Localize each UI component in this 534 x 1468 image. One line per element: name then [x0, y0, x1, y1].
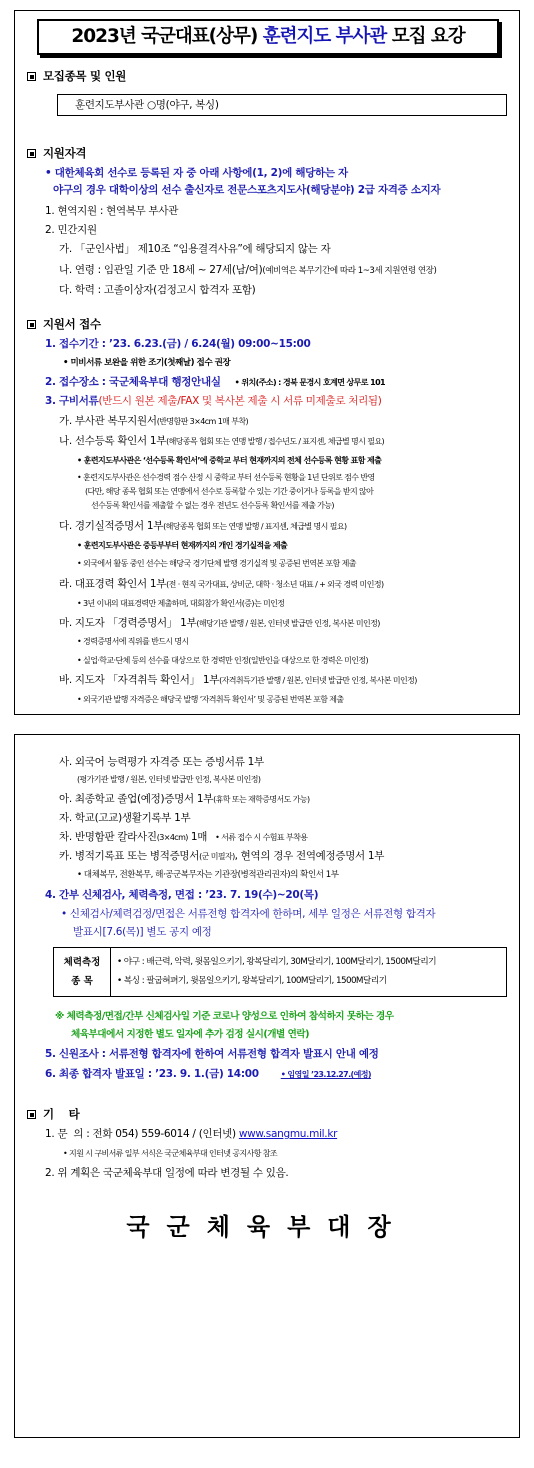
fitness-table-header: 체력측정 종 목	[54, 948, 111, 997]
qualification-ga: 가. 「군인사법」 제10조 “임용결격사유”에 해당되지 않는 자	[59, 243, 331, 255]
square-bullet-icon	[27, 149, 36, 158]
qualification-item-2: 2. 민간지원	[45, 224, 97, 236]
document-page-1	[14, 10, 520, 715]
doc-da: 다. 경기실적증명서 1부(해당종목 협회 또는 연맹 발행 / 표지센, 체급별 명시 필요)	[59, 520, 347, 532]
fitness-row-boxing: • 복싱 : 팔굽혀펴기, 윗몸일으키기, 왕복달리기, 100M달리기, 1500M달리기	[117, 976, 387, 986]
section-heading-etc: 기 타	[27, 1107, 79, 1121]
doc-na-bullet-2c: 선수등록 확인서를 제출할 수 없는 경우 전년도 선수등록 확인서를 제출 가능)	[91, 501, 334, 510]
square-bullet-icon	[27, 320, 36, 329]
fitness-row-baseball: • 야구 : 배근력, 악력, 윗몸일으키기, 왕복달리기, 30M달리기, 100M달리기, 1500M달리기	[117, 957, 437, 967]
doc-ka-bullet-1: • 대체복무, 전환복무, 해·공군복무자는 기관장(병적관리권자)의 확인서 1부	[77, 870, 339, 880]
section-heading-application: 지원서 접수	[27, 317, 101, 331]
doc-na-bullet-2: • 훈련지도부사관은 선수경력 점수 산정 시 중학교 부터 선수등록 현황을 1년 단위로 점수 반영	[77, 473, 375, 482]
doc-ba: 바. 지도자 「자격취득 확인서」 1부(자격취득기관 발행 / 원본, 인터넷 발급만 인정, 복사본 미인정)	[59, 674, 417, 686]
fitness-table	[53, 947, 507, 997]
qualification-intro: • 대한체육회 선수로 등록된 자 중 아래 사항에(1, 2)에 해당하는 자	[45, 167, 348, 179]
sangmu-website-link[interactable]: www.sangmu.mil.kr	[238, 1128, 338, 1140]
doc-ka: 카. 병적기록표 또는 병적증명서(군 미필자), 현역의 경우 전역예정증명서 1부	[59, 850, 385, 862]
qualification-item-1: 1. 현역지원 : 현역복무 부사관	[45, 205, 179, 217]
doc-da-bullet-2: • 외국에서 활동 중인 선수는 해당국 경기단체 발행 경기실적 및 공증된 번역본 포함 제출	[77, 559, 356, 568]
document-title: 2023년 국군대표(상무) 훈련지도 부사관 모집 요강	[37, 19, 499, 55]
fitness-table-items	[111, 948, 507, 997]
doc-ra-bullet-1: • 3년 이내의 대표경력만 제출하며, 대회참가 확인서(증)는 미인정	[77, 599, 285, 608]
item-6-final-announcement: 6. 최종 합격자 발표일 : ’23. 9. 1.(금) 14:00 • 임영일 ’23.12.27.(예정)	[45, 1068, 371, 1080]
item-4-bullet-2: 발표시[7.6(목)] 별도 공지 예정	[73, 926, 212, 938]
application-period-note: • 미비서류 보완을 위한 조기(첫째날) 접수 권장	[63, 358, 231, 368]
doc-sa-note: (평가기관 발행 / 원본, 인터넷 발급만 인정, 복사본 미인정)	[77, 775, 261, 784]
covid-note-2: 체육부대에서 지정한 별도 일자에 추가 검정 실시(개별 연락)	[71, 1029, 310, 1040]
application-documents: 3. 구비서류(반드시 원본 제출/FAX 및 복사본 제출 시 서류 미제출로 처리됨)	[45, 395, 382, 407]
doc-ga: 가. 부사관 복무지원서(반명함판 3×4cm 1매 부착)	[59, 415, 249, 427]
doc-ma-bullet-1: • 경력증명서에 직위를 반드시 명시	[77, 637, 189, 646]
qualification-na: 나. 연령 : 임관일 기준 만 18세 ~ 27세(남/여)(예비역은 복무기간에 따라 1~3세 지원연령 연장)	[59, 264, 437, 276]
doc-na-bullet-1: • 훈련지도부사관은 ‘선수등록 확인서’에 중학교 부터 현재까지의 전체 선수등록 현황 표함 제출	[77, 456, 382, 465]
covid-note-1: ※ 체력측정/면접/간부 신체검사일 기준 코로나 양성으로 인하여 참석하지 못하는 경우	[55, 1011, 394, 1022]
doc-cha: 차. 반명함판 칼라사진(3×4cm) 1매 • 서류 접수 시 수험표 부착용	[59, 831, 308, 843]
doc-sa: 사. 외국어 능력평가 자격증 또는 증빙서류 1부	[59, 756, 264, 768]
square-bullet-icon	[27, 1110, 36, 1119]
doc-ja: 자. 학교(고교)생활기록부 1부	[59, 812, 191, 824]
item-4-bullet-1: • 신체검사/체력검정/면접은 서류전형 합격자에 한하며, 세부 일정은 서류전형 합격자	[61, 908, 436, 920]
recruitment-box	[57, 94, 507, 116]
issuer-name: 국군체육부대장	[126, 1212, 408, 1241]
item-4-test: 4. 간부 신체검사, 체력측정, 면접 : ’23. 7. 19(수)~20(목)	[45, 889, 319, 901]
section-heading-qualification: 지원자격	[27, 146, 86, 160]
qualification-da: 다. 학력 : 고졸이상자(검정고시 합격자 포함)	[59, 284, 256, 296]
application-place: 2. 접수장소 : 국군체육부대 행정안내실 • 위치(주소) : 경북 문경시 호계면 상무로 101	[45, 376, 386, 388]
qualification-baseball: 야구의 경우 대학이상의 선수 출신자로 전문스포츠지도사(해당분야) 2급 자격증 소지자	[53, 184, 441, 196]
doc-ba-bullet-1: • 외국기관 발행 자격증은 해당국 발행 ‘자격취득 확인서’ 및 공증된 번역본 포함 제출	[77, 695, 344, 704]
etc-item-1: 1. 문 의 : 전화 054) 559-6014 / (인터넷) www.sangmu.mil.kr	[45, 1128, 338, 1140]
doc-a: 아. 최종학교 졸업(예정)증명서 1부(휴학 또는 재학증명서도 가능)	[59, 793, 310, 805]
doc-ma-bullet-2: • 실업·학교·단체 등의 선수를 대상으로 한 경력만 인정(일반인을 대상으로 한 경력은 미인정)	[77, 656, 369, 665]
doc-ma: 마. 지도자 「경력증명서」 1부(해당기관 발행 / 원본, 인터넷 발급만 인정, 복사본 미인정)	[59, 617, 380, 629]
etc-item-2: 2. 위 계획은 국군체육부대 일정에 따라 변경될 수 있음.	[45, 1167, 289, 1179]
section-heading-recruitment: 모집종목 및 인원	[27, 69, 126, 83]
doc-da-bullet-1: • 훈련지도부사관은 중등부부터 현재까지의 개인 경기실적을 제출	[77, 541, 288, 550]
document-page-2	[14, 734, 520, 1438]
recruitment-text: 훈련지도부사관 ○명(야구, 복싱)	[75, 99, 219, 111]
doc-ra: 라. 대표경력 확인서 1부(전 · 현직 국가대표, 상비군, 대학 · 청소년 대표 / + 외국 경력 미인정)	[59, 578, 384, 590]
application-period: 1. 접수기간 : ’23. 6.23.(금) / 6.24(월) 09:00~15:00	[45, 338, 311, 350]
doc-na: 나. 선수등록 확인서 1부(해당종목 협회 또는 연맹 발행 / 접수년도 / 표지센, 체급별 명시 필요)	[59, 435, 384, 447]
item-5-background-check: 5. 신원조사 : 서류전형 합격자에 한하여 서류전형 합격자 발표시 안내 예정	[45, 1048, 379, 1060]
square-bullet-icon	[27, 72, 36, 81]
doc-na-bullet-2b: (다만, 해당 종목 협회 또는 연맹에서 선수로 등록할 수 있는 기간 중이거나 등록을 받지 않아	[85, 487, 374, 496]
etc-item-1-note: • 지원 시 구비서류 일부 서식은 국군체육부대 인터넷 공지사항 참조	[63, 1149, 278, 1158]
